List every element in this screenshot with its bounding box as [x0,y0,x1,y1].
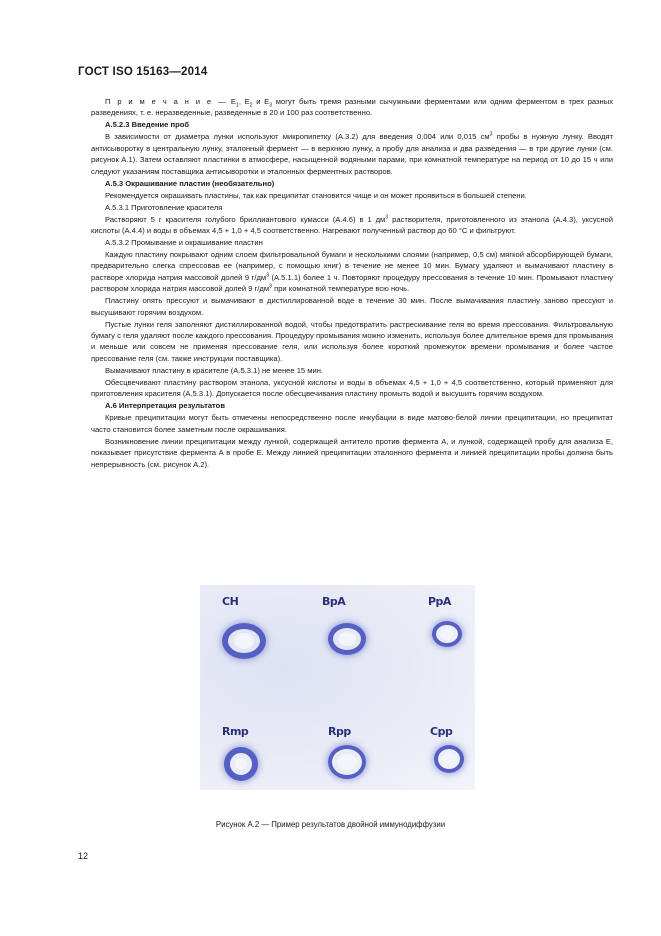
gel-well [328,623,366,655]
figure-caption: Рисунок А.2 — Пример результатов двойной иммунодиффузии [215,820,446,829]
immunodiffusion-photo [200,585,475,790]
well-label-ppa: PpA [428,595,451,608]
section-a532-title: А.5.3.2 Промывание и окрашивание пластин [105,238,263,248]
well-label-rpp: Rpp [328,725,351,738]
section-a532-paragraph-3: Пустые лунки геля заполняют дистиллированной водой, чтобы предотвратить растрескивание геля во время прессования. Фильтровальную бумагу с геля удаляют после каждого прессования. Процедуру промывания можно изменить, используя более длительное время для промывания и меньше или совсем не применяя прессование геля, или используя более короткий промежуток времени промывания и более частое прессование геля (см. также инструкции поставщика). [91,319,613,363]
section-a6-paragraph-1: Кривые преципитации могут быть отмечены непосредственно после инкубации в виде матово-белой линии преципитации, но преципитат часто становится более заметным после окрашивания. [91,413,613,434]
section-a531-title: А.5.3.1 Приготовление красителя [105,202,223,212]
section-a532-paragraph-5: Обесцвечивают пластину раствором этанола, уксусной кислоты и воды в объемах 4,5 + 1,0 + 4,5 соответственно, который применяют для приготовления красителя (А.5.3.1). Допускается после обесцвечивания пластину промыть водой и высушить горячим воздухом. [91,377,613,399]
section-a523-paragraph: В зависимости от диаметра лунки используют микропипетку (А.3.2) для введения 0,004 или 0,015 $см^3$ пробы в нужную лунку. Вводят антисыворотку в центральную лунку, эталонный фермент — в верхнюю лунку, а пробу для анализа и два разведения — в три другие лунки (см. рисунок А.1). Затем оставляют пластинки в атмосфере, насыщенной водяными парами, при комнатной температуре на период от 10 до 15 ч или следуют указаниям поставщика антисыворотки и эталонных ферментных растворов. [91,131,614,176]
well-label-bpa: BpA [322,595,346,608]
section-a53-title: А.5.3 Окрашивание пластин (необязательно) [105,178,275,188]
page-number: 12 [78,851,89,861]
note-paragraph: П р и м е ч а н и е — $E_1$, $E_2$ и $E_3$ могут быть тремя разными сычужными ферментами или одним ферментом в трех разных разведениях, т. е. неразведенные, разведенные в 20 и 100 раз соответственно. [91,97,613,118]
section-a532-paragraph-2: Пластину опять прессуют и вымачивают в дистиллированной воде в течение 30 мин. После вымачивания пластину заново прессуют и высушивают горячим воздухом. [91,296,613,317]
section-a532-paragraph-4: Вымачивают пластину в красителе (А.5.3.1) не менее 15 мин. [105,365,324,375]
document-header: ГОСТ ISO 15163—2014 [78,66,208,78]
body-text [91,96,613,471]
section-a532-paragraph-1: Каждую пластину покрывают одним слоем фильтровальной бумаги и несколькими слоями (например, 0,5 см) мягкой абсорбирующей бумаги, предварительно слегка спрессовав ее (например, с помощью книг) в течение не менее 10 мин. Бумагу удаляют и вымачивают пластину в растворе хлорида натрия массовой долей 9 $г/дм^3$ (А.5.1.1) более 1 ч. Повторяют процедуру прессования в течение 10 мин. Промывают пластину раствором хлорида натрия массовой долей 9 $г/дм^3$ при комнатной температуре всю ночь. [91,250,613,294]
gel-well [222,623,266,659]
gel-well [434,745,464,773]
gel-well [224,747,258,781]
gel-well [328,745,366,779]
section-a6-paragraph-2: Возникновение линии преципитации между лункой, содержащей антитело против фермента А, и лункой, содержащей пробу для анализа Е, показывает присутствие фермента А в пробе Е. Между линией преципитации эталонного фермента и линией преципитации пробы должна быть непрерывность (см. рисунок А.2). [91,436,613,469]
section-a6-title: А.6 Интерпретация результатов [105,401,225,411]
well-label-rmp: Rmp [222,725,249,738]
section-a53-paragraph: Рекомендуется окрашивать пластины, так как преципитат становится чище и он может проявиться в большей степени. [105,190,527,200]
note-label: П р и м е ч а н и е — [105,97,228,106]
well-label-cpp: Cpp [430,725,453,738]
section-a531-paragraph: Растворяют 5 г красителя голубого бриллиантового кумасси (А.4.6) в 1 $дм^3$ растворителя, приготовленного из этанола (А.4.3), уксусной кислоты (А.4.4) и воды в объемах 4,5 + 1,0 + 4,5 соответственно. Нагревают полученный раствор до 60 °С и фильтруют. [91,214,613,236]
well-label-ch: CH [222,595,239,608]
gel-well [432,621,462,647]
section-a523-title: А.5.2.3 Введение проб [105,120,190,130]
